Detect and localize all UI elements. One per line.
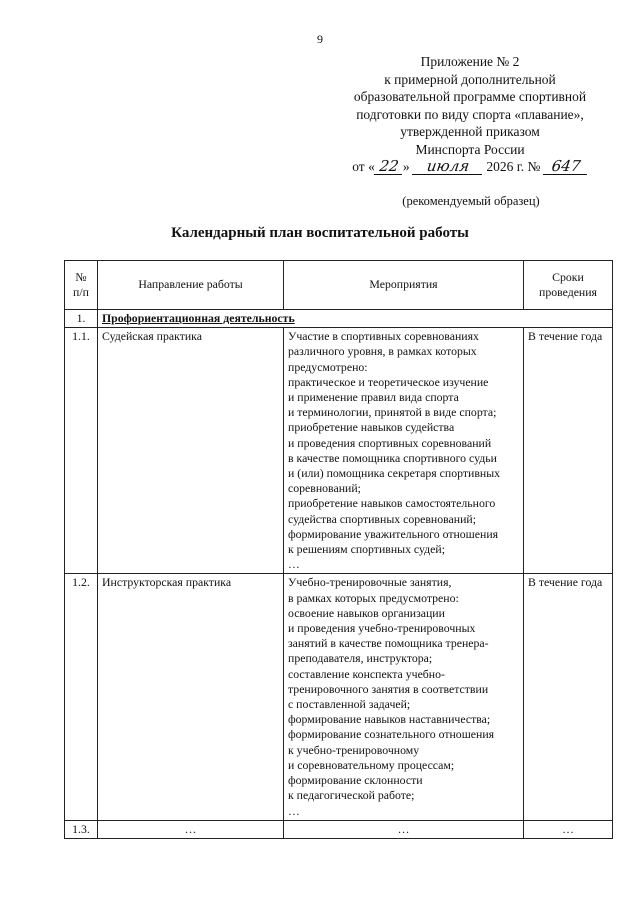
row-events [284, 328, 524, 574]
row-direction: … [98, 820, 284, 838]
event-line: судейства спортивных соревнований; [288, 511, 477, 526]
row-num: 1.1. [65, 328, 98, 574]
event-line: и проведения спортивных соревнований [288, 435, 492, 450]
event-line: к педагогической работе; [288, 788, 415, 803]
table-row [65, 820, 613, 838]
event-line: предусмотрено: [288, 359, 368, 374]
section-title: Профориентационная деятельность [98, 310, 613, 328]
event-line: преподавателя, инструктора; [288, 651, 433, 666]
event-line: формирование склонности [288, 773, 423, 788]
event-line: формирование сознательного отношения [288, 727, 495, 742]
event-line: в рамках которых предусмотрено: [288, 590, 459, 605]
table-row [65, 574, 613, 820]
event-line: … [288, 557, 300, 572]
event-line: приобретение навыков самостоятельного [288, 496, 496, 511]
row-num: 1.2. [65, 574, 98, 820]
appendix-line: Приложение № 2 [420, 54, 520, 69]
row-num: 1.3. [65, 820, 98, 838]
event-line: к учебно-тренировочному [288, 742, 420, 757]
event-line: с поставленной задачей; [288, 697, 411, 712]
row-events: … [284, 820, 524, 838]
header-events: Мероприятия [284, 261, 524, 310]
sample-note: (рекомендуемый образец) [402, 194, 540, 208]
event-line: Участие в спортивных соревнованиях [288, 329, 479, 344]
event-line: и (или) помощника секретаря спортивных [288, 466, 501, 481]
row-deadline: В течение года [524, 328, 613, 574]
section-num: 1. [65, 310, 98, 328]
header-deadline: Сроки проведения [524, 261, 613, 310]
event-line: и проведения учебно-тренировочных [288, 621, 476, 636]
event-line: занятий в качестве помощника тренера- [288, 636, 489, 651]
event-line: соревнований; [288, 481, 361, 496]
handwritten-day: 22 [374, 159, 404, 175]
table-row [65, 328, 613, 574]
event-line: формирование уважительного отношения [288, 526, 499, 541]
event-line: … [288, 803, 300, 818]
handwritten-order-number: 647 [543, 159, 589, 175]
row-direction: Судейская практика [98, 328, 284, 574]
section-row [65, 310, 613, 328]
row-events [284, 574, 524, 820]
date-prefix: от « [352, 159, 375, 174]
appendix-line: образовательной программе спортивной [353, 89, 587, 104]
event-line: формирование навыков наставничества; [288, 712, 491, 727]
event-line: и применение правил вида спорта [288, 390, 459, 405]
event-line: тренировочного занятия в соответствии [288, 681, 489, 696]
event-line: и соревновательному процессам; [288, 757, 455, 772]
event-line: Учебно-тренировочные занятия, [288, 575, 452, 590]
event-line: приобретение навыков судейства [288, 420, 455, 435]
appendix-line: подготовки по виду спорта «плавание», [356, 106, 584, 122]
event-line: освоение навыков организации [288, 605, 445, 620]
order-date-line [330, 158, 610, 176]
appendix-line: Минспорта России [415, 141, 525, 157]
event-line: в качестве помощника спортивного судьи [288, 450, 497, 465]
appendix-line: утвержденной приказом [400, 124, 540, 139]
event-line: и терминологии, принятой в виде спорта; [288, 405, 497, 420]
table-header-row [65, 261, 613, 310]
appendix-header [330, 53, 610, 176]
appendix-line: к примерной дополнительной [384, 71, 556, 87]
date-mid: » [402, 159, 410, 174]
event-line: практическое и теоретическое изучение [288, 374, 489, 389]
page-number: 9 [317, 32, 323, 46]
date-year: 2026 г. № [486, 159, 541, 174]
header-num: № п/п [65, 261, 98, 310]
document-title: Календарный план воспитательной работы [171, 225, 469, 241]
row-deadline: В течение года [524, 574, 613, 820]
handwritten-month: июля [412, 159, 484, 175]
row-deadline: … [524, 820, 613, 838]
row-direction: Инструкторская практика [98, 574, 284, 820]
event-line: к решениям спортивных судей; [288, 542, 445, 557]
header-direction: Направление работы [98, 261, 284, 310]
plan-table [64, 260, 613, 839]
event-line: составление конспекта учебно- [288, 666, 445, 681]
event-line: различного уровня, в рамках которых [288, 344, 477, 359]
